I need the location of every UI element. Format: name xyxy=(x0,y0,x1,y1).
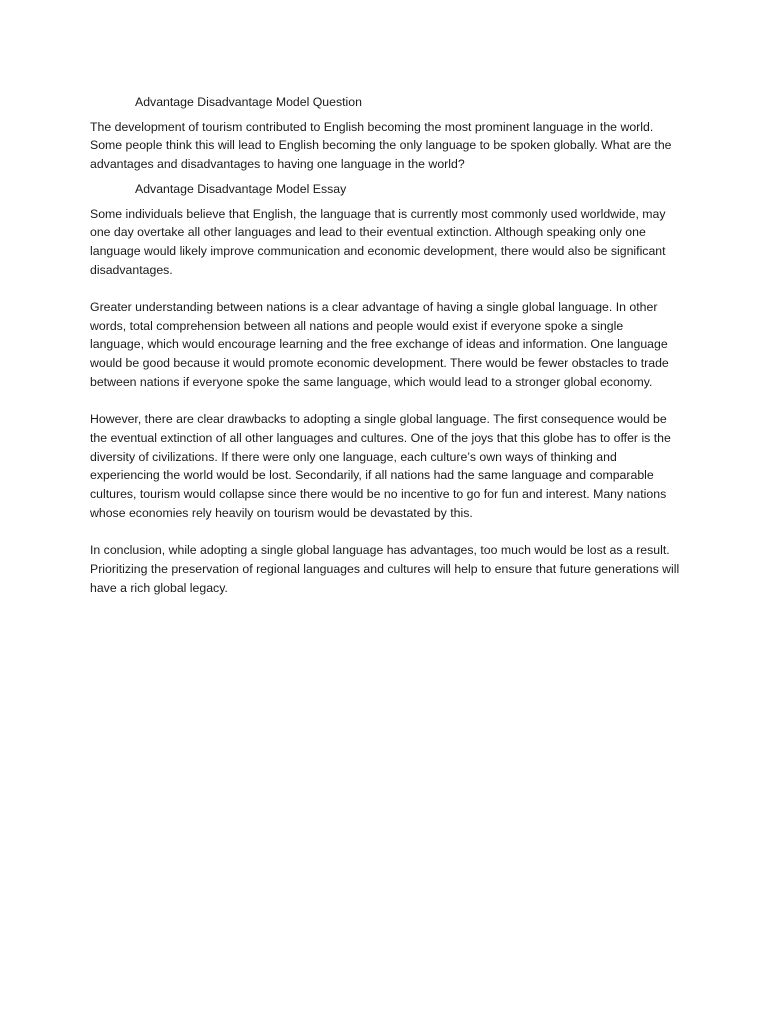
question-heading: Advantage Disadvantage Model Question xyxy=(135,95,362,109)
document-body xyxy=(90,93,680,616)
essay-heading: Advantage Disadvantage Model Essay xyxy=(135,181,347,196)
essay-paragraph-conclusion: In conclusion, while adopting a single global language has advantages, too much would be lost as a result. Prioritizing the preservation of regional languages and cultures will help to ensure that future generations will have a rich global legacy. xyxy=(90,543,680,595)
essay-paragraph-disadvantages: However, there are clear drawbacks to adopting a single global language. The first consequence would be the eventual extinction of all other languages and cultures. One of the joys that this globe has to offer is the diversity of civilizations. If there were only one language, each culture’s own ways of thinking and experiencing the world would be lost. Secondarily, if all nations had the same language and comparable cultures, tourism would collapse since there would be no incentive to go for fun and interest. Many nations whose economies rely heavily on tourism would be devastated by this. xyxy=(90,412,671,520)
essay-paragraph-advantages: Greater understanding between nations is a clear advantage of having a single global language. In other words, total comprehension between all nations and people would exist if everyone spoke a single language, which would encourage learning and the free exchange of ideas and information. One language would be good because it would promote economic development. There would be fewer obstacles to trade between nations if everyone spoke the same language, which would lead to a stronger global economy. xyxy=(90,300,669,389)
essay-paragraph-intro: Some individuals believe that English, the language that is currently most commonly used worldwide, may one day overtake all other languages and lead to their eventual extinction. Although speaking only one language would likely improve communication and economic development, there would also be significant disadvantages. xyxy=(90,206,666,277)
question-text: The development of tourism contributed to English becoming the most prominent language in the world. Some people think this will lead to English becoming the only language to be spoken globally. What are the advantages and disadvantages to having one language in the world? xyxy=(90,119,672,172)
